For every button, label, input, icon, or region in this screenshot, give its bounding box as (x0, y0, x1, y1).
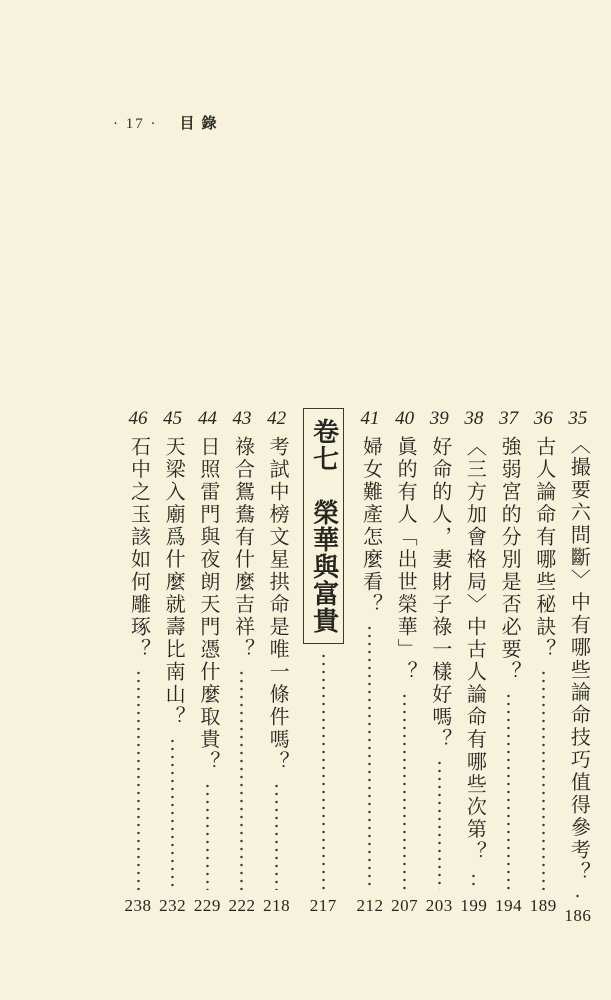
dotted-leader (472, 872, 475, 891)
entry-text: 〈撮要六問斷〉中有哪些論命技巧值得參考？ (567, 433, 590, 884)
page-marker: · 17 · (113, 116, 158, 132)
page-number: 218 (263, 896, 291, 915)
toc-entry-column (190, 408, 224, 914)
dotted-leader (322, 652, 325, 890)
entry-number: 38 (464, 408, 484, 429)
toc-entry-column (422, 408, 456, 914)
page-number: 189 (529, 896, 557, 915)
toc-entry-column (121, 408, 155, 914)
page-number: 203 (425, 896, 453, 915)
dotted-leader (576, 892, 579, 900)
dotted-leader (137, 669, 140, 890)
page-number: 217 (309, 896, 337, 915)
toc-columns (121, 408, 595, 925)
entry-text: 石中之玉該如何雕琢？ (127, 436, 150, 661)
toc-entry-column (156, 408, 190, 914)
dotted-leader (171, 737, 174, 891)
entry-number: 44 (197, 408, 217, 429)
section-title: 卷七 榮華與富貴 (309, 418, 339, 634)
toc-entry-column (388, 408, 422, 914)
page-number: 199 (460, 896, 488, 915)
page-number: 232 (159, 896, 187, 915)
toc-entry-column (457, 408, 491, 914)
entry-number: 37 (499, 408, 519, 429)
entry-number: 35 (568, 408, 588, 429)
entry-text: 天梁入廟爲什麼就壽比南山？ (162, 436, 185, 729)
entry-text: 日照雷門與夜朗天門憑什麼取貴？ (196, 436, 219, 774)
page-number: 212 (356, 896, 384, 915)
dotted-leader (438, 759, 441, 890)
toc-entry-column (526, 408, 560, 914)
page-number: 194 (495, 896, 523, 915)
entry-text: 〈三方加會格局〉中古人論命有哪些次第？ (463, 436, 486, 864)
dotted-leader (542, 669, 545, 890)
entry-text: 眞的有人「出世榮華」？ (394, 436, 417, 684)
entry-number: 36 (533, 408, 553, 429)
entry-number: 45 (163, 408, 183, 429)
toc-section-column (299, 408, 347, 914)
entry-text: 祿合鴛鴦有什麼吉祥？ (231, 436, 254, 661)
entry-text: 強弱宮的分別是否必要？ (498, 436, 521, 684)
section-title-box (303, 408, 344, 644)
entry-number: 39 (429, 408, 449, 429)
entry-text: 考試中榜文星拱命是唯一條件嗎？ (266, 436, 289, 774)
entry-number: 42 (267, 408, 287, 429)
page-number: 238 (124, 896, 152, 915)
dotted-leader (206, 782, 209, 891)
dotted-leader (507, 692, 510, 891)
entry-number: 46 (128, 408, 148, 429)
toc-entry-column (561, 408, 595, 925)
page-number: 186 (564, 905, 592, 925)
running-header (113, 112, 224, 133)
dotted-leader (275, 782, 278, 891)
toc-entry-column (225, 408, 259, 914)
entry-number: 40 (395, 408, 415, 429)
page-number: 222 (228, 896, 256, 915)
dotted-leader (240, 669, 243, 890)
entry-text: 婦女難產怎麼看？ (359, 436, 382, 616)
dotted-leader (368, 624, 371, 890)
entry-text: 好命的人，妻財子祿一樣好嗎？ (428, 436, 451, 751)
page-number: 229 (193, 896, 221, 915)
entry-text: 古人論命有哪些秘訣？ (532, 436, 555, 661)
entry-number: 43 (232, 408, 252, 429)
dotted-leader (403, 692, 406, 891)
page-title: 目錄 (179, 116, 224, 132)
toc-entry-column (353, 408, 387, 914)
toc-entry-column (492, 408, 526, 914)
entry-number: 41 (360, 408, 380, 429)
toc-entry-column (260, 408, 294, 914)
page-number: 207 (391, 896, 419, 915)
